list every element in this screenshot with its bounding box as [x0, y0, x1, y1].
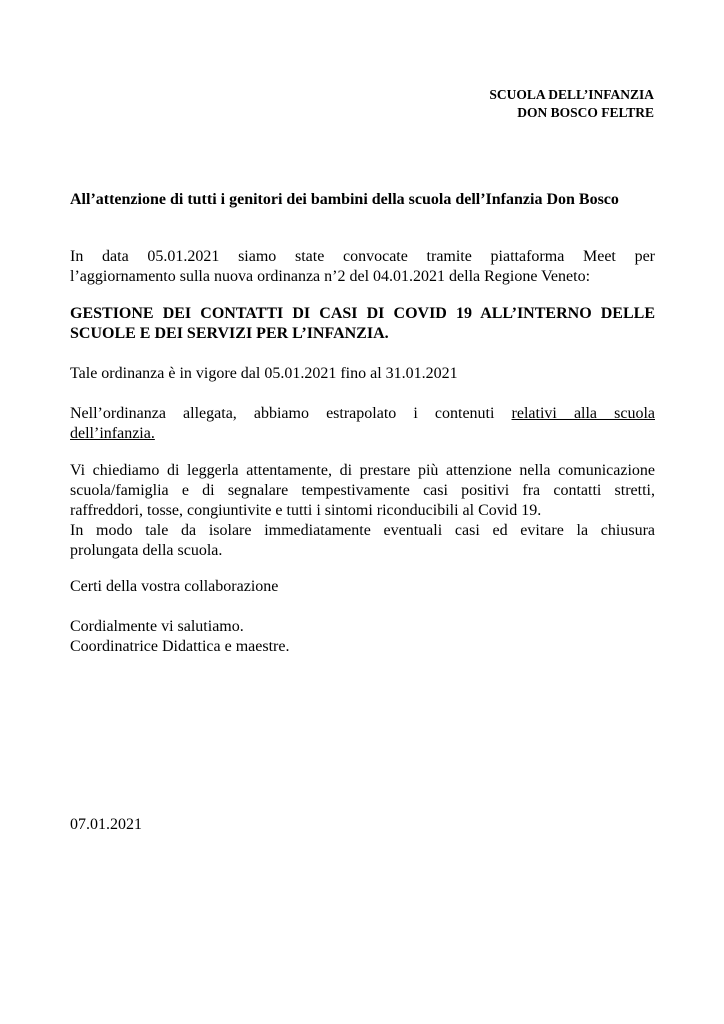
attention-line: All’attenzione di tutti i genitori dei bambini della scuola dell’Infanzia Don Bosco — [70, 191, 619, 208]
underlined-text: relativi alla scuola — [511, 405, 655, 422]
ordinance-title-line: GESTIONE DEI CONTATTI DI CASI DI COVID 19 ALL’INTERNO DELLE — [70, 305, 655, 322]
request-paragraph-line: scuola/famiglia e di segnalare tempestivamente casi positivi fra contatti stretti, — [70, 482, 655, 499]
ordinance-title — [70, 304, 655, 344]
school-header — [489, 86, 654, 122]
collaboration-line: Certi della vostra collaborazione — [70, 578, 279, 595]
document-date: 07.01.2021 — [70, 816, 142, 833]
request-paragraph-line: Vi chiediamo di leggerla attentamente, di prestare più attenzione nella comunicazione — [70, 462, 655, 479]
request-paragraph-line: raffreddori, tosse, congiuntivite e tutti i sintomi riconducibili al Covid 19. — [70, 502, 542, 519]
school-location: DON BOSCO FELTRE — [517, 105, 654, 120]
attachment-paragraph-line — [70, 404, 655, 424]
validity-paragraph: Tale ordinanza è in vigore dal 05.01.2021 fino al 31.01.2021 — [70, 365, 458, 382]
request-paragraph-line: prolungata della scuola. — [70, 542, 223, 559]
request-paragraph — [70, 461, 655, 561]
attachment-paragraph-line — [70, 424, 655, 444]
ordinance-title-line: SCUOLE E DEI SERVIZI PER L’INFANZIA. — [70, 325, 389, 342]
meeting-paragraph-line: In data 05.01.2021 siamo state convocate tramite piattaforma Meet per — [70, 248, 655, 265]
school-name: SCUOLA DELL’INFANZIA — [489, 87, 654, 102]
underlined-text: dell’infanzia. — [70, 425, 155, 442]
request-paragraph-line: In modo tale da isolare immediatamente eventuali casi ed evitare la chiusura — [70, 522, 655, 539]
attachment-paragraph — [70, 404, 655, 444]
attachment-text: Nell’ordinanza allegata, abbiamo estrapolato i contenuti — [70, 405, 512, 422]
closing-signature: Coordinatrice Didattica e maestre. — [70, 638, 290, 655]
meeting-paragraph-line: l’aggiornamento sulla nuova ordinanza n’2 del 04.01.2021 della Regione Veneto: — [70, 268, 591, 285]
closing-block — [70, 617, 655, 657]
closing-greeting: Cordialmente vi salutiamo. — [70, 618, 244, 635]
meeting-paragraph — [70, 247, 655, 287]
